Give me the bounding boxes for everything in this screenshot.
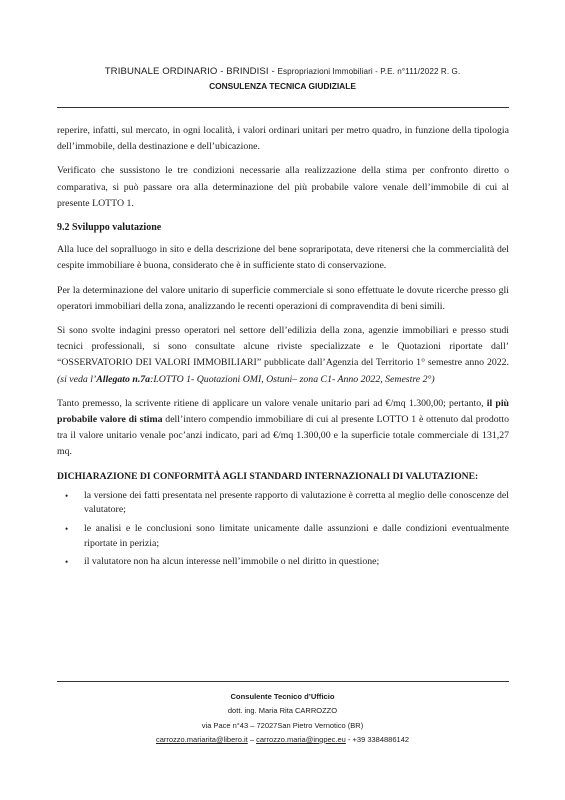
paragraph-5: Si sono svolte indagini presso operatori nel settore dell’edilizia della zona, agenzie immobiliari e presso studi tecnici professionali, si sono consultate alcune riviste specializzate e le Quotazioni riportate dall’ “OSSERVATORIO DEI VALORI IMMOBILIARI” pubblicate dall’Agenzia del Territorio 1° semestre anno 2022. (si veda l’Allegato n.7a:LOTTO 1- Quotazioni OMI, Ostuni– zona C1- Anno 2022, Semestre 2°) (57, 325, 509, 385)
section-heading: 9.2 Sviluppo valutazione (57, 222, 162, 234)
footer-address: via Pace n°43 – 72027San Pietro Vernotico (BR) (201, 720, 364, 730)
declaration-list (57, 489, 509, 570)
list-item: • le analisi e le conclusioni sono limitate unicamente dalle assunzioni e dalle condizioni eventualmente riportate in perizia; (65, 523, 509, 549)
bullet-icon: • (65, 557, 69, 568)
bold-phrase: il più probabile valore di stima (57, 397, 509, 426)
list-item: • la versione dei fatti presentata nel presente rapporto di valutazione è corretta al meglio delle conoscenze del valutatore; (65, 489, 509, 516)
paragraph-6: Tanto premesso, la scrivente ritiene di applicare un valore venale unitario pari ad €/mq 1.300,00; pertanto, il più probabile valore di stima dell’intero compendio immobiliare di cui al presente LOTTO 1 è ottenuto dal prodotto tra il valore unitario venale poc’anzi indicato, pari ad €/mq 1.300,00 e la superficie totale commerciale di 131,27 mq. (57, 397, 509, 458)
procedure-ref: Espropriazioni Immobiliari - P.E. n°111/2022 R. G. (277, 67, 461, 76)
footer-role: Consulente Tecnico d’Ufficio (230, 692, 335, 701)
footer (0, 690, 565, 747)
email-link-1[interactable]: carrozzo.mariarita@libero.it (155, 734, 248, 744)
paragraph-3: Alla luce del sopralluogo in sito e della descrizione del bene sopraripotata, deve ritenersi che la commercialità del cespite immobiliare è buona, considerato che è in sufficiente stato di conservazione. (57, 244, 509, 272)
footer-name: dott. ing. Maria Rita CARROZZO (227, 706, 338, 716)
declaration-heading: DICHIARAZIONE DI CONFORMITÀ AGLI STANDARD INTERNAZIONALI DI VALUTAZIONE: (57, 470, 479, 482)
header-divider (57, 107, 509, 108)
header-subtitle: CONSULENZA TECNICA GIUDIZIALE (209, 81, 356, 91)
header-line (0, 66, 565, 77)
paragraph-4: Per la determinazione del valore unitario di superficie commerciale si sono effettuate le dovute ricerche presso gli operatori immobiliari della zona, analizzando le recenti operazioni di compravendita di beni simili. (57, 284, 509, 312)
email-link-2[interactable]: carrozzo.maria@ingpec.eu (256, 734, 346, 744)
annex-reference: Allegato n.7a (96, 373, 151, 385)
paragraph-2: Verificato che sussistono le tre condizioni necessarie alla realizzazione della stima per confronto diretto o comparativa, si può passare ora alla determinazione del più probabile valore venale dell’immobile di cui al presente LOTTO 1. (57, 165, 509, 209)
court-name: TRIBUNALE ORDINARIO - BRINDISI - (104, 66, 278, 77)
document-body (57, 123, 509, 574)
list-item: • il valutatore non ha alcun interesse nell’immobile o nel diritto in questione; (57, 555, 509, 570)
paragraph-1: reperire, infatti, sul mercato, in ogni località, i valori ordinari unitari per metro quadro, in funzione della tipologia dell’immobile, della destinazione e dell’ubicazione. (57, 125, 509, 153)
bullet-icon: • (65, 524, 69, 535)
footer-divider (57, 681, 509, 682)
phone-number: - +39 3384886142 (345, 734, 410, 744)
bullet-icon: • (65, 490, 69, 501)
footer-contacts: carrozzo.mariarita@libero.it – carrozzo.maria@ingpec.eu - +39 3384886142 (155, 734, 410, 744)
